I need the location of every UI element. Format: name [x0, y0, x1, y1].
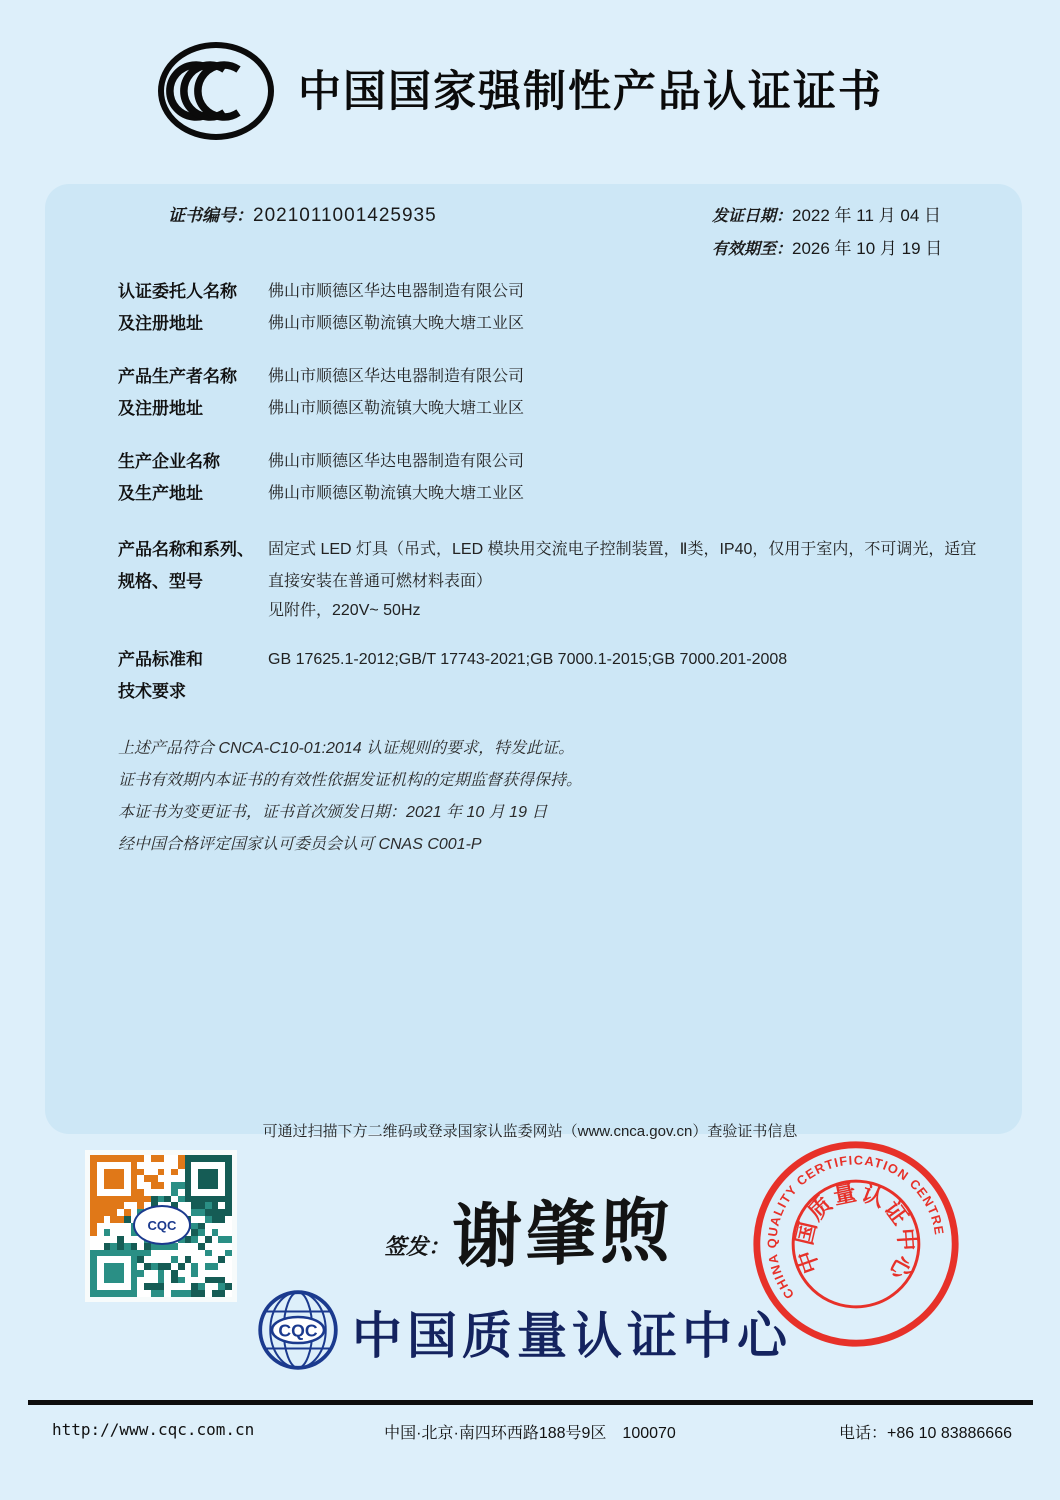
field-label-manufacturer: 生产企业名称 及生产地址 [118, 452, 220, 503]
field-label-applicant: 认证委托人名称 及注册地址 [118, 282, 237, 333]
field-value-standards: GB 17625.1-2012;GB/T 17743-2021;GB 7000.1-2015;GB 7000.201-2008 [268, 651, 788, 668]
field-value-manufacturer: 佛山市顺德区华达电器制造有限公司 佛山市顺德区勒流镇大晚大塘工业区 [268, 453, 525, 502]
seal-center-text: 中国质量认证中心 [791, 1179, 920, 1286]
field-label-producer: 产品生产者名称 及注册地址 [118, 367, 237, 418]
statements-block [118, 733, 938, 861]
statement-line: 上述产品符合 CNCA-C10-01:2014 认证规则的要求，特发此证。 [118, 740, 575, 757]
footer-phone [839, 1420, 1012, 1443]
issue-date-label: 发证日期： [712, 208, 793, 225]
seal-ring-text: CHINA QUALITY CERTIFICATION CENTRE [764, 1152, 948, 1302]
field-value-product: 固定式 LED 灯具（吊式，LED 模块用交流电子控制装置，Ⅱ类，IP40，仅用于室内，不可调光，适宜 直接安装在普通可燃材料表面） 见附件，220V~ 50Hz [268, 541, 977, 619]
footer-divider [28, 1400, 1033, 1405]
ccc-logo-icon [156, 40, 276, 142]
org-name: 中国质量认证中心 [352, 1308, 792, 1364]
field-value-applicant: 佛山市顺德区华达电器制造有限公司 佛山市顺德区勒流镇大晚大塘工业区 [268, 283, 525, 332]
statement-line: 本证书为变更证书，证书首次颁发日期：2021 年 10 月 19 日 [118, 804, 548, 821]
svg-text:中国质量认证中心 [789, 1175, 924, 1286]
cqc-logo-icon [256, 1288, 340, 1372]
valid-until-value: 2026 年 10 月 19 日 [792, 239, 943, 258]
field-value-producer: 佛山市顺德区华达电器制造有限公司 佛山市顺德区勒流镇大晚大塘工业区 [268, 368, 525, 417]
date-block [712, 200, 942, 266]
statement-line: 证书有效期内本证书的有效性依据发证机构的定期监督获得保持。 [118, 772, 583, 789]
verify-hint: 可通过扫描下方二维码或登录国家认监委网站（www.cnca.gov.cn）查验证书信息 [262, 1123, 798, 1140]
cert-number-label: 证书编号： [168, 206, 253, 225]
footer-url: http://www.cqc.com.cn [52, 1420, 255, 1439]
valid-until-row [712, 233, 942, 266]
qr-center-logo: CQC [133, 1205, 191, 1245]
cert-number-value: 2021011001425935 [253, 205, 437, 226]
cert-number-row [168, 201, 437, 227]
statement-line: 经中国合格评定国家认可委员会认可 CNAS C001-P [118, 836, 482, 853]
page-title: 中国国家强制性产品认证证书 [298, 68, 883, 116]
footer-address: 中国·北京·南四环西路188号9区 100070 [384, 1425, 676, 1442]
issue-date-value: 2022 年 11 月 04 日 [792, 206, 942, 225]
field-label-product: 产品名称和系列、 规格、型号 [118, 540, 254, 591]
official-seal-stamp [748, 1136, 964, 1352]
footer-phone-label: 电话： [838, 1425, 887, 1442]
signature: 谢肇煦 [451, 1191, 675, 1277]
footer-phone-value: +86 10 83886666 [886, 1425, 1012, 1442]
field-label-standards: 产品标准和 技术要求 [118, 650, 203, 701]
sign-label: 签发： [384, 1234, 451, 1259]
issue-date-row [712, 200, 942, 233]
cqc-logo-text: CQC [278, 1320, 318, 1341]
valid-until-label: 有效期至： [712, 241, 793, 258]
